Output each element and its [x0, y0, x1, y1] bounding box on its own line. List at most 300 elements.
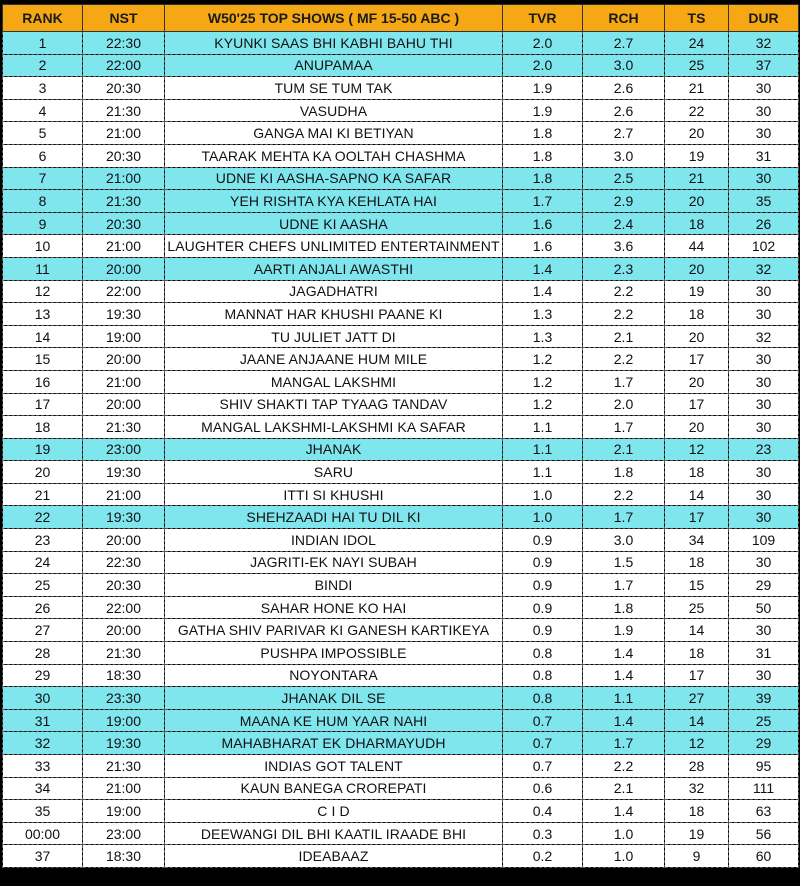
rank-cell: 24 [3, 551, 83, 574]
rank-cell: 10 [3, 235, 83, 258]
nst-cell: 21:30 [83, 190, 165, 213]
tvr-cell: 1.0 [503, 483, 583, 506]
nst-cell: 21:30 [83, 99, 165, 122]
rch-cell: 1.9 [583, 619, 665, 642]
ts-cell: 9 [665, 845, 729, 868]
table-row [3, 325, 799, 348]
rch-cell: 1.5 [583, 551, 665, 574]
dur-cell: 30 [729, 393, 799, 416]
show-cell: ANUPAMAA [165, 54, 503, 77]
ts-cell: 17 [665, 348, 729, 371]
table-row [3, 32, 799, 55]
nst-cell: 20:30 [83, 144, 165, 167]
nst-cell: 23:00 [83, 438, 165, 461]
rank-cell: 9 [3, 212, 83, 235]
nst-cell: 23:30 [83, 687, 165, 710]
rch-cell: 2.7 [583, 122, 665, 145]
table-row [3, 664, 799, 687]
ts-cell: 25 [665, 596, 729, 619]
dur-cell: 30 [729, 551, 799, 574]
ts-cell: 18 [665, 212, 729, 235]
ratings-table [2, 4, 799, 868]
dur-cell: 31 [729, 642, 799, 665]
tvr-cell: 1.2 [503, 370, 583, 393]
header-rch: RCH [583, 5, 665, 32]
rank-cell: 30 [3, 687, 83, 710]
show-cell: TUM SE TUM TAK [165, 77, 503, 100]
nst-cell: 20:30 [83, 77, 165, 100]
header-tvr: TVR [503, 5, 583, 32]
rch-cell: 2.3 [583, 257, 665, 280]
tvr-cell: 1.6 [503, 212, 583, 235]
nst-cell: 22:30 [83, 551, 165, 574]
rank-cell: 25 [3, 574, 83, 597]
rch-cell: 3.0 [583, 54, 665, 77]
nst-cell: 22:00 [83, 280, 165, 303]
ts-cell: 44 [665, 235, 729, 258]
rank-cell: 19 [3, 438, 83, 461]
nst-cell: 21:00 [83, 122, 165, 145]
dur-cell: 56 [729, 822, 799, 845]
table-row [3, 687, 799, 710]
tvr-cell: 1.2 [503, 348, 583, 371]
tvr-cell: 0.9 [503, 551, 583, 574]
dur-cell: 30 [729, 506, 799, 529]
table-row [3, 596, 799, 619]
table-row [3, 212, 799, 235]
table-row [3, 709, 799, 732]
ts-cell: 20 [665, 416, 729, 439]
tvr-cell: 0.2 [503, 845, 583, 868]
dur-cell: 95 [729, 755, 799, 778]
header-title: W50'25 TOP SHOWS ( MF 15-50 ABC ) [165, 5, 503, 32]
nst-cell: 21:00 [83, 777, 165, 800]
tvr-cell: 1.9 [503, 99, 583, 122]
dur-cell: 25 [729, 709, 799, 732]
rank-cell: 28 [3, 642, 83, 665]
dur-cell: 30 [729, 416, 799, 439]
show-cell: SHEHZAADI HAI TU DIL KI [165, 506, 503, 529]
nst-cell: 18:30 [83, 845, 165, 868]
ts-cell: 19 [665, 822, 729, 845]
tvr-cell: 1.1 [503, 438, 583, 461]
dur-cell: 32 [729, 32, 799, 55]
dur-cell: 30 [729, 122, 799, 145]
show-cell: JHANAK [165, 438, 503, 461]
ts-cell: 20 [665, 325, 729, 348]
dur-cell: 109 [729, 529, 799, 552]
nst-cell: 22:00 [83, 54, 165, 77]
show-cell: UDNE KI AASHA [165, 212, 503, 235]
rch-cell: 2.6 [583, 77, 665, 100]
table-row [3, 370, 799, 393]
show-cell: TU JULIET JATT DI [165, 325, 503, 348]
rch-cell: 3.0 [583, 144, 665, 167]
tvr-cell: 0.9 [503, 596, 583, 619]
tvr-cell: 0.8 [503, 642, 583, 665]
tvr-cell: 0.4 [503, 800, 583, 823]
nst-cell: 21:00 [83, 483, 165, 506]
rch-cell: 1.4 [583, 642, 665, 665]
show-cell: VASUDHA [165, 99, 503, 122]
show-cell: JAANE ANJAANE HUM MILE [165, 348, 503, 371]
rank-cell: 32 [3, 732, 83, 755]
tvr-cell: 0.3 [503, 822, 583, 845]
rch-cell: 2.2 [583, 348, 665, 371]
show-cell: TAARAK MEHTA KA OOLTAH CHASHMA [165, 144, 503, 167]
ts-cell: 18 [665, 303, 729, 326]
nst-cell: 20:30 [83, 574, 165, 597]
nst-cell: 22:30 [83, 32, 165, 55]
ts-cell: 18 [665, 461, 729, 484]
rank-cell: 14 [3, 325, 83, 348]
ts-cell: 12 [665, 732, 729, 755]
ts-cell: 27 [665, 687, 729, 710]
table-row [3, 235, 799, 258]
rank-cell: 6 [3, 144, 83, 167]
rch-cell: 2.9 [583, 190, 665, 213]
tvr-cell: 1.7 [503, 190, 583, 213]
nst-cell: 21:00 [83, 370, 165, 393]
rank-cell: 8 [3, 190, 83, 213]
table-row [3, 280, 799, 303]
table-row [3, 800, 799, 823]
dur-cell: 32 [729, 257, 799, 280]
show-cell: JHANAK DIL SE [165, 687, 503, 710]
show-cell: INDIAS GOT TALENT [165, 755, 503, 778]
ts-cell: 12 [665, 438, 729, 461]
rch-cell: 1.4 [583, 709, 665, 732]
nst-cell: 21:30 [83, 755, 165, 778]
show-cell: KAUN BANEGA CROREPATI [165, 777, 503, 800]
tvr-cell: 0.8 [503, 664, 583, 687]
dur-cell: 32 [729, 325, 799, 348]
show-cell: LAUGHTER CHEFS UNLIMITED ENTERTAINMENT [165, 235, 503, 258]
dur-cell: 60 [729, 845, 799, 868]
dur-cell: 26 [729, 212, 799, 235]
tvr-cell: 2.0 [503, 54, 583, 77]
rch-cell: 2.1 [583, 325, 665, 348]
rch-cell: 2.0 [583, 393, 665, 416]
ts-cell: 15 [665, 574, 729, 597]
show-cell: JAGADHATRI [165, 280, 503, 303]
rank-cell: 11 [3, 257, 83, 280]
nst-cell: 20:00 [83, 348, 165, 371]
tvr-cell: 1.4 [503, 257, 583, 280]
tvr-cell: 1.4 [503, 280, 583, 303]
ts-cell: 20 [665, 122, 729, 145]
tvr-cell: 1.8 [503, 144, 583, 167]
tvr-cell: 0.7 [503, 732, 583, 755]
dur-cell: 39 [729, 687, 799, 710]
table-row [3, 777, 799, 800]
ts-cell: 18 [665, 642, 729, 665]
rank-cell: 16 [3, 370, 83, 393]
rank-cell: 2 [3, 54, 83, 77]
show-cell: MAHABHARAT EK DHARMAYUDH [165, 732, 503, 755]
tvr-cell: 0.6 [503, 777, 583, 800]
ts-cell: 24 [665, 32, 729, 55]
table-row [3, 416, 799, 439]
nst-cell: 19:00 [83, 325, 165, 348]
rch-cell: 1.0 [583, 822, 665, 845]
rank-cell: 35 [3, 800, 83, 823]
nst-cell: 19:00 [83, 800, 165, 823]
nst-cell: 19:30 [83, 461, 165, 484]
ts-cell: 19 [665, 144, 729, 167]
table-row [3, 822, 799, 845]
table-body [3, 32, 799, 868]
ts-cell: 34 [665, 529, 729, 552]
show-cell: MAANA KE HUM YAAR NAHI [165, 709, 503, 732]
show-cell: C I D [165, 800, 503, 823]
rank-cell: 23 [3, 529, 83, 552]
rch-cell: 1.4 [583, 800, 665, 823]
ts-cell: 22 [665, 99, 729, 122]
show-cell: DEEWANGI DIL BHI KAATIL IRAADE BHI [165, 822, 503, 845]
tvr-cell: 1.3 [503, 325, 583, 348]
rank-cell: 31 [3, 709, 83, 732]
tvr-cell: 1.3 [503, 303, 583, 326]
header-nst: NST [83, 5, 165, 32]
tvr-cell: 1.6 [503, 235, 583, 258]
show-cell: MANGAL LAKSHMI-LAKSHMI KA SAFAR [165, 416, 503, 439]
tvr-cell: 1.1 [503, 416, 583, 439]
rch-cell: 2.6 [583, 99, 665, 122]
rank-cell: 29 [3, 664, 83, 687]
show-cell: ITTI SI KHUSHI [165, 483, 503, 506]
table-row [3, 642, 799, 665]
header-ts: TS [665, 5, 729, 32]
nst-cell: 20:00 [83, 619, 165, 642]
rank-cell: 20 [3, 461, 83, 484]
dur-cell: 30 [729, 461, 799, 484]
rch-cell: 2.2 [583, 280, 665, 303]
nst-cell: 19:30 [83, 732, 165, 755]
rank-cell: 34 [3, 777, 83, 800]
rch-cell: 1.1 [583, 687, 665, 710]
tvr-cell: 0.8 [503, 687, 583, 710]
show-cell: BINDI [165, 574, 503, 597]
tvr-cell: 0.9 [503, 529, 583, 552]
nst-cell: 18:30 [83, 664, 165, 687]
nst-cell: 19:30 [83, 303, 165, 326]
rch-cell: 3.0 [583, 529, 665, 552]
tvr-cell: 0.9 [503, 619, 583, 642]
rank-cell: 15 [3, 348, 83, 371]
ts-cell: 25 [665, 54, 729, 77]
show-cell: SARU [165, 461, 503, 484]
ts-cell: 18 [665, 551, 729, 574]
rch-cell: 3.6 [583, 235, 665, 258]
header-dur: DUR [729, 5, 799, 32]
ts-cell: 28 [665, 755, 729, 778]
ts-cell: 14 [665, 483, 729, 506]
rch-cell: 1.7 [583, 506, 665, 529]
rank-cell: 21 [3, 483, 83, 506]
rch-cell: 2.2 [583, 483, 665, 506]
rank-cell: 00:00 [3, 822, 83, 845]
rank-cell: 17 [3, 393, 83, 416]
ts-cell: 20 [665, 370, 729, 393]
ts-cell: 17 [665, 506, 729, 529]
show-cell: AARTI ANJALI AWASTHI [165, 257, 503, 280]
dur-cell: 30 [729, 303, 799, 326]
rank-cell: 33 [3, 755, 83, 778]
ts-cell: 14 [665, 619, 729, 642]
table-row [3, 529, 799, 552]
table-row [3, 574, 799, 597]
show-cell: JAGRITI-EK NAYI SUBAH [165, 551, 503, 574]
table-header [3, 5, 799, 32]
rch-cell: 1.4 [583, 664, 665, 687]
tvr-cell: 0.7 [503, 709, 583, 732]
table-row [3, 732, 799, 755]
table-row [3, 755, 799, 778]
table-row [3, 257, 799, 280]
table-row [3, 551, 799, 574]
table-row [3, 99, 799, 122]
nst-cell: 19:00 [83, 709, 165, 732]
rank-cell: 4 [3, 99, 83, 122]
rank-cell: 26 [3, 596, 83, 619]
tvr-cell: 0.7 [503, 755, 583, 778]
table-row [3, 122, 799, 145]
table-row [3, 506, 799, 529]
dur-cell: 30 [729, 280, 799, 303]
rch-cell: 2.1 [583, 777, 665, 800]
nst-cell: 21:00 [83, 235, 165, 258]
show-cell: INDIAN IDOL [165, 529, 503, 552]
header-rank: RANK [3, 5, 83, 32]
nst-cell: 20:00 [83, 529, 165, 552]
table-row [3, 54, 799, 77]
rch-cell: 2.7 [583, 32, 665, 55]
table-row [3, 461, 799, 484]
ts-cell: 19 [665, 280, 729, 303]
rch-cell: 1.7 [583, 574, 665, 597]
rank-cell: 22 [3, 506, 83, 529]
show-cell: MANGAL LAKSHMI [165, 370, 503, 393]
rank-cell: 1 [3, 32, 83, 55]
show-cell: PUSHPA IMPOSSIBLE [165, 642, 503, 665]
rank-cell: 12 [3, 280, 83, 303]
tvr-cell: 1.8 [503, 122, 583, 145]
table-row [3, 144, 799, 167]
rank-cell: 5 [3, 122, 83, 145]
dur-cell: 35 [729, 190, 799, 213]
tvr-cell: 1.0 [503, 506, 583, 529]
dur-cell: 102 [729, 235, 799, 258]
show-cell: GATHA SHIV PARIVAR KI GANESH KARTIKEYA [165, 619, 503, 642]
ts-cell: 18 [665, 800, 729, 823]
rank-cell: 18 [3, 416, 83, 439]
show-cell: SAHAR HONE KO HAI [165, 596, 503, 619]
table-row [3, 348, 799, 371]
rank-cell: 7 [3, 167, 83, 190]
nst-cell: 20:00 [83, 257, 165, 280]
rch-cell: 2.4 [583, 212, 665, 235]
dur-cell: 50 [729, 596, 799, 619]
ts-cell: 14 [665, 709, 729, 732]
table-row [3, 845, 799, 868]
rch-cell: 1.0 [583, 845, 665, 868]
dur-cell: 30 [729, 664, 799, 687]
rch-cell: 1.7 [583, 370, 665, 393]
rch-cell: 2.5 [583, 167, 665, 190]
table-row [3, 483, 799, 506]
show-cell: MANNAT HAR KHUSHI PAANE KI [165, 303, 503, 326]
dur-cell: 30 [729, 483, 799, 506]
show-cell: YEH RISHTA KYA KEHLATA HAI [165, 190, 503, 213]
table-row [3, 619, 799, 642]
ts-cell: 32 [665, 777, 729, 800]
dur-cell: 30 [729, 370, 799, 393]
dur-cell: 31 [729, 144, 799, 167]
tvr-cell: 1.9 [503, 77, 583, 100]
rch-cell: 2.2 [583, 303, 665, 326]
show-cell: KYUNKI SAAS BHI KABHI BAHU THI [165, 32, 503, 55]
ts-cell: 17 [665, 393, 729, 416]
tvr-cell: 1.1 [503, 461, 583, 484]
tvr-cell: 0.9 [503, 574, 583, 597]
table-row [3, 77, 799, 100]
nst-cell: 20:00 [83, 393, 165, 416]
show-cell: NOYONTARA [165, 664, 503, 687]
nst-cell: 21:30 [83, 416, 165, 439]
tvr-cell: 1.2 [503, 393, 583, 416]
show-cell: SHIV SHAKTI TAP TYAAG TANDAV [165, 393, 503, 416]
dur-cell: 23 [729, 438, 799, 461]
tvr-cell: 1.8 [503, 167, 583, 190]
show-cell: GANGA MAI KI BETIYAN [165, 122, 503, 145]
rank-cell: 27 [3, 619, 83, 642]
rch-cell: 1.8 [583, 461, 665, 484]
table-row [3, 438, 799, 461]
rank-cell: 13 [3, 303, 83, 326]
table-row [3, 393, 799, 416]
dur-cell: 29 [729, 574, 799, 597]
dur-cell: 29 [729, 732, 799, 755]
nst-cell: 22:00 [83, 596, 165, 619]
table-row [3, 167, 799, 190]
ts-cell: 20 [665, 190, 729, 213]
dur-cell: 30 [729, 77, 799, 100]
rch-cell: 1.7 [583, 732, 665, 755]
rank-cell: 37 [3, 845, 83, 868]
rank-cell: 3 [3, 77, 83, 100]
nst-cell: 21:00 [83, 167, 165, 190]
dur-cell: 111 [729, 777, 799, 800]
ts-cell: 20 [665, 257, 729, 280]
table-row [3, 303, 799, 326]
dur-cell: 37 [729, 54, 799, 77]
show-cell: IDEABAAZ [165, 845, 503, 868]
header-row [3, 5, 799, 32]
ts-cell: 21 [665, 77, 729, 100]
dur-cell: 63 [729, 800, 799, 823]
rch-cell: 1.8 [583, 596, 665, 619]
nst-cell: 19:30 [83, 506, 165, 529]
table-row [3, 190, 799, 213]
nst-cell: 21:30 [83, 642, 165, 665]
dur-cell: 30 [729, 99, 799, 122]
nst-cell: 23:00 [83, 822, 165, 845]
dur-cell: 30 [729, 167, 799, 190]
ts-cell: 17 [665, 664, 729, 687]
rch-cell: 2.2 [583, 755, 665, 778]
show-cell: UDNE KI AASHA-SAPNO KA SAFAR [165, 167, 503, 190]
